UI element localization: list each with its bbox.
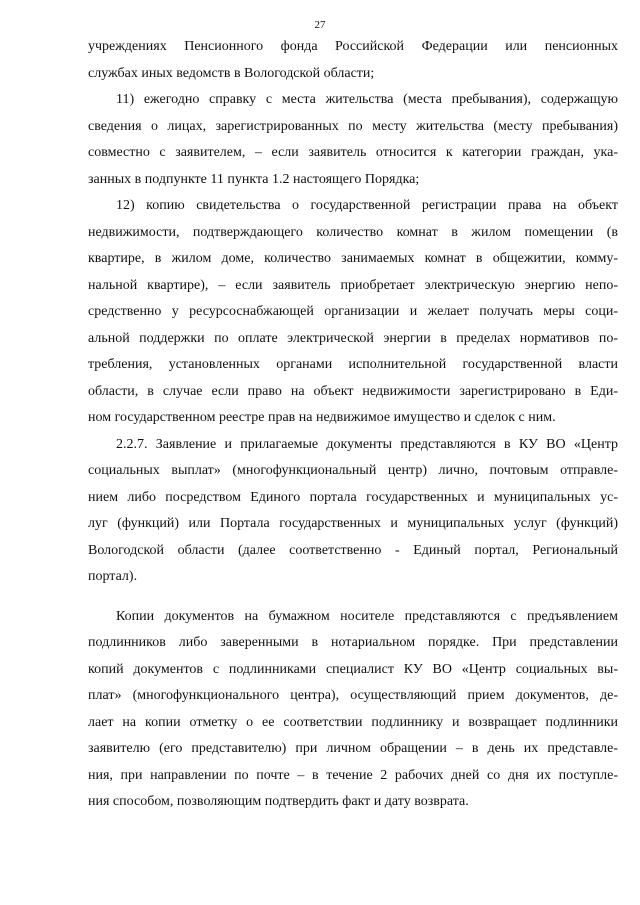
text-line: средственно у ресурсоснабжающей организации и желает получать меры соци-: [88, 304, 618, 319]
text-line: Копии документов на бумажном носителе представляются с предъявлением: [116, 608, 618, 624]
text-line: 12) копию свидетельства о государственной регистрации права на объект: [116, 198, 618, 213]
text-line: сведения о лицах, зарегистрированных по месту жительства (месту пребывания): [88, 118, 618, 134]
paragraph-item-11: [88, 87, 618, 193]
document-body: [88, 34, 618, 816]
text-line: недвижимости, подтверждающего количество комнат в жилом помещении (в: [88, 224, 618, 240]
text-line: совместно с заявителем, – если заявитель относится к категории граждан, ука-: [88, 145, 618, 160]
text-line: подлинников либо заверенными в нотариальном порядке. При представлении: [88, 635, 618, 650]
text-line: квартире, в жилом доме, количество занимаемых комнат в общежитии, комму-: [88, 251, 618, 266]
text-line: ния, при направлении по почте – в течение 2 рабочих дней со дня их поступле-: [88, 767, 618, 783]
text-line: области, в случае если право на объект недвижимости зарегистрировано в Еди-: [88, 383, 618, 399]
text-line: службах иных ведомств в Вологодской области;: [88, 65, 375, 81]
text-line: копий документов с подлинниками специалист КУ ВО «Центр социальных вы-: [88, 661, 618, 677]
text-line: нальной квартире), – если заявитель приобретает электрическую энергию непо-: [88, 277, 618, 293]
paragraph-section-2-2-7: [88, 432, 618, 591]
text-line: заявителю (его представителю) при личном обращении – в день их представле-: [88, 741, 618, 756]
text-line: социальных выплат» (многофункциональный центр) лично, почтовым отправле-: [88, 463, 618, 478]
page-number: 27: [314, 19, 326, 31]
text-line: лает на копии отметку о ее соответствии подлиннику и возвращает подлинники: [88, 714, 618, 730]
text-line: занных в подпункте 11 пункта 1.2 настоящего Порядка;: [88, 171, 420, 187]
text-line: ном государственном реестре прав на недвижимое имущество и сделок с ним.: [88, 410, 556, 425]
paragraph-continuation: [88, 34, 618, 87]
text-line: ния способом, позволяющим подтвердить факт и дату возврата.: [88, 794, 469, 809]
paragraph-item-12: [88, 193, 618, 432]
paragraph-document-copies: [88, 604, 618, 816]
text-line: 2.2.7. Заявление и прилагаемые документы представляются в КУ ВО «Центр: [116, 436, 618, 452]
text-line: требления, установленных органами исполнительной государственной власти: [88, 357, 618, 372]
text-line: 11) ежегодно справку с места жительства (места пребывания), содержащую: [116, 92, 618, 107]
text-line: нием либо посредством Единого портала государственных и муниципальных ус-: [88, 489, 618, 505]
text-line: Вологодской области (далее соответственно - Единый портал, Региональный: [88, 542, 618, 558]
text-line: плат» (многофункционального центра), осуществляющий прием документов, де-: [88, 688, 618, 703]
text-line: луг (функций) или Портала государственных и муниципальных услуг (функций): [88, 516, 618, 531]
text-line: учреждениях Пенсионного фонда Российской Федерации или пенсионных: [88, 39, 618, 54]
text-line: альной поддержки по оплате электрической энергии в пределах нормативов по-: [88, 330, 618, 346]
paragraph-gap: [88, 591, 618, 604]
text-line: портал).: [88, 569, 138, 584]
